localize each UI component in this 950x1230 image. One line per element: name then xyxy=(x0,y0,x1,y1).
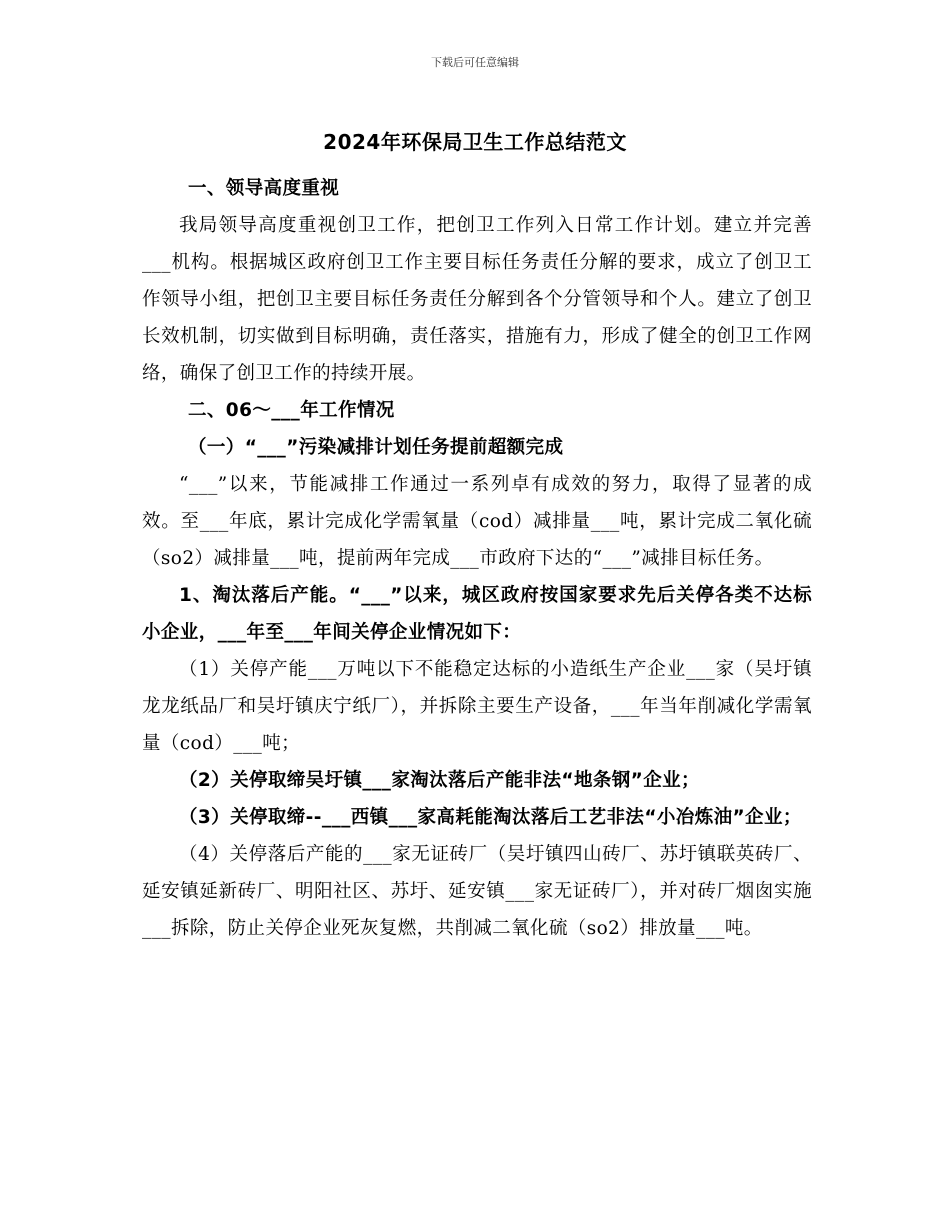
item-1-2: （2）关停取缔吴圩镇___家淘汰落后产能非法“地条钢”企业； xyxy=(179,770,700,791)
item-1-1: （1）关停产能___万吨以下不能稳定达标的小造纸生产企业___家（吴圩镇龙龙纸品厂和吴圩镇庆宁纸厂），并拆除主要生产设备，___年当年削减化学需氧量（cod）___吨； xyxy=(142,659,812,754)
section-heading-2: 二、06～___年工作情况 xyxy=(188,400,395,421)
document-body xyxy=(142,170,812,947)
paragraph-leadership: 我局领导高度重视创卫工作，把创卫工作列入日常工作计划。建立并完善___机构。根据城区政府创卫工作主要目标任务责任分解的要求，成立了创卫工作领导小组，把创卫主要目标任务责任分解到各个分管领导和个人。建立了创卫长效机制，切实做到目标明确，责任落实，措施有力，形成了健全的创卫工作网络，确保了创卫工作的持续开展。 xyxy=(142,215,812,384)
subsection-heading-1: （一）“___”污染减排计划任务提前超额完成 xyxy=(188,437,564,458)
header-note: 下载后可任意编辑 xyxy=(431,56,519,69)
item-1-4: （4）关停落后产能的___家无证砖厂（吴圩镇四山砖厂、苏圩镇联英砖厂、延安镇延新砖厂、明阳社区、苏圩、延安镇___家无证砖厂），并对砖厂烟囱实施___拆除，防止关停企业死灰复燃，共削减二氧化硫（so2）排放量___吨。 xyxy=(142,844,812,939)
paragraph-emission-reduction: “___”以来，节能减排工作通过一系列卓有成效的努力，取得了显著的成效。至___年底，累计完成化学需氧量（cod）减排量___吨，累计完成二氧化硫（so2）减排量___吨，提前两年完成___市政府下达的“___”减排目标任务。 xyxy=(142,474,812,569)
document-title: 2024年环保局卫生工作总结范文 xyxy=(323,130,627,154)
item-1-3: （3）关停取缔--___西镇___家高耗能淘汰落后工艺非法“小冶炼油”企业； xyxy=(179,807,802,828)
item-eliminate-capacity: 1、淘汰落后产能。“___”以来，城区政府按国家要求先后关停各类不达标小企业，___年至___年间关停企业情况如下： xyxy=(142,585,812,643)
section-heading-1: 一、领导高度重视 xyxy=(188,178,340,199)
